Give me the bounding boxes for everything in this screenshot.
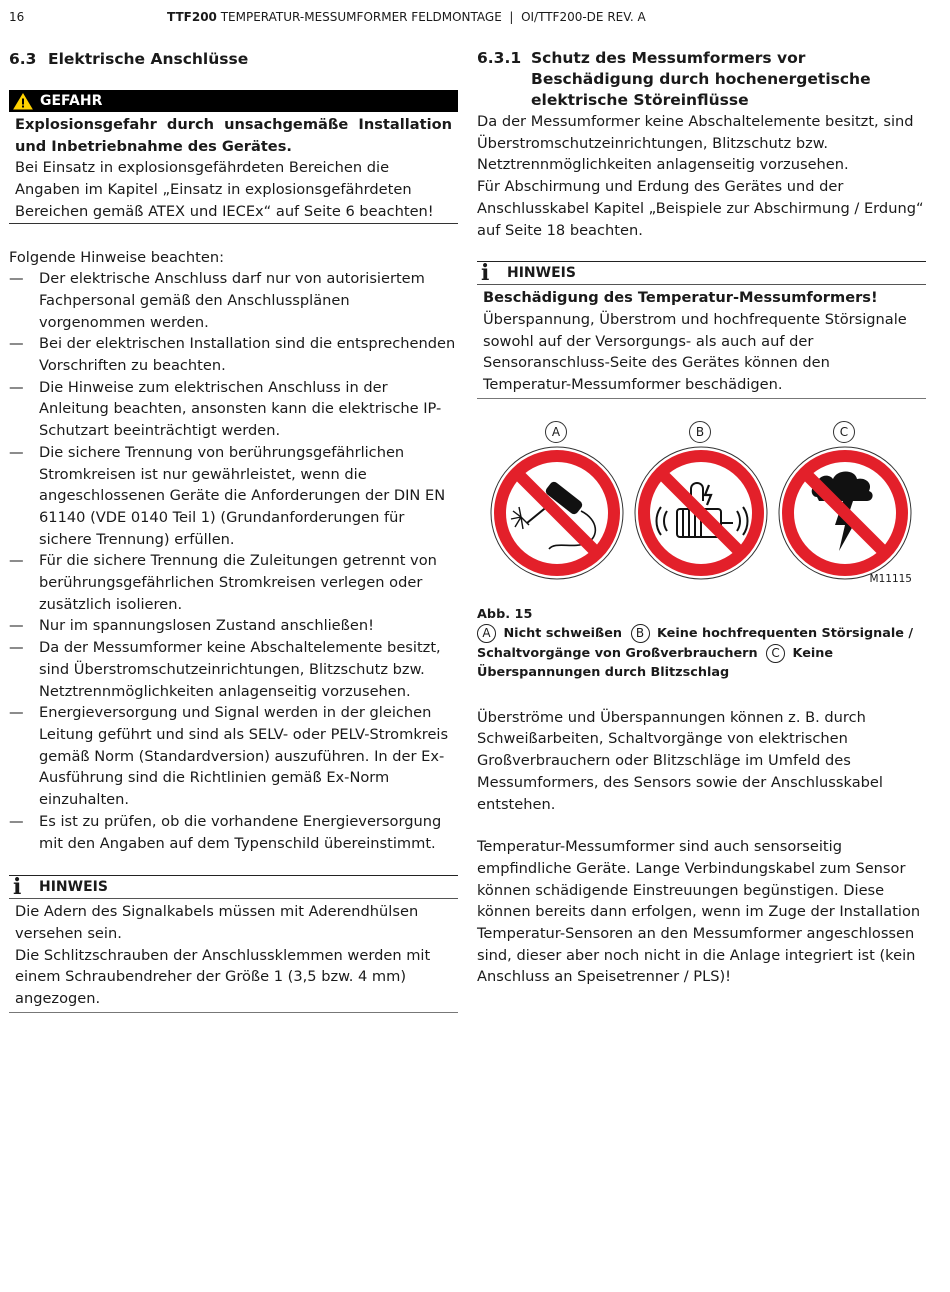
danger-bold-text: Explosionsgefahr durch unsachgemäße Installation und Inbetriebnahme des Gerätes. <box>15 116 452 155</box>
note-text: Überspannung, Überstrom und hochfrequente Störsignale sowohl auf der Versorgungs- als auch auf der Sensoranschluss-Seite des Gerätes können den Temperatur-Messumformer beschädigen. <box>483 310 907 394</box>
no-welding-icon <box>487 445 627 581</box>
page-number: 16 <box>9 10 25 24</box>
danger-header <box>9 90 458 112</box>
section-heading <box>9 48 458 70</box>
list-item: — Die Hinweise zum elektrischen Anschluss in der Anleitung beachten, ansonsten kann die elektrische IP-Schutzart beeinträchtigt werden. <box>9 377 458 442</box>
prohibition-figure <box>477 421 926 601</box>
list-item: — Der elektrische Anschluss darf nur von autorisiertem Fachpersonal gemäß den Anschlussplänen vorgenommen werden. <box>9 268 458 333</box>
note-label: HINWEIS <box>39 879 108 896</box>
note-label: HINWEIS <box>507 265 576 282</box>
document-title-rest: TEMPERATUR-MESSUMFORMER FELDMONTAGE | OI/TTF200-DE REV. A <box>216 10 646 24</box>
figure-caption <box>477 605 926 683</box>
legend-marker-c: C <box>766 644 785 663</box>
list-item: — Energieversorgung und Signal werden in der gleichen Leitung geführt und sind als SELV- oder PELV-Stromkreis gemäß Norm (Standardversion) auszuführen. In der Ex-Ausführung sind die Richtlinien gemäß Ex-Norm einzuhalten. <box>9 702 458 811</box>
legend-marker-a: A <box>477 624 496 643</box>
section-title: Elektrische Anschlüsse <box>48 50 249 68</box>
danger-label: GEFAHR <box>40 93 103 109</box>
subsection-title: Schutz des Messumformers vor Beschädigung durch hochenergetische elektrische Störeinflüsse <box>531 49 871 109</box>
list-item: — Bei der elektrischen Installation sind die entsprechenden Vorschriften zu beachten. <box>9 333 458 376</box>
danger-box <box>9 90 458 224</box>
right-column <box>477 48 926 988</box>
list-item: — Nur im spannungslosen Zustand anschließen! <box>9 615 458 637</box>
note-header <box>9 875 458 899</box>
note-bold-text: Beschädigung des Temperatur-Messumformers! <box>483 289 878 307</box>
figure-label-b: B <box>689 421 711 443</box>
document-title <box>167 10 646 24</box>
subsection-number: 6.3.1 <box>477 49 522 67</box>
legend-marker-b: B <box>631 624 650 643</box>
list-item: — Für die sichere Trennung die Zuleitungen getrennt von berührungsgefährlichen Stromkreisen verlegen oder zusätzlich isolieren. <box>9 550 458 615</box>
no-interference-icon <box>631 445 771 581</box>
legend-text-b: Keine hochfrequenten Störsignale / Schaltvorgänge von Großverbrauchern <box>477 626 914 661</box>
info-icon: i <box>13 874 22 901</box>
legend-text-c: Keine Überspannungen durch Blitzschlag <box>477 645 834 681</box>
list-item: — Die sichere Trennung von berührungsgefährlichen Stromkreisen ist nur gewährleistet, wenn die angeschlossenen Geräte die Anforderungen der DIN EN 61140 (VDE 0140 Teil 1) (Grundanforderungen für sichere Trennung) erfüllen. <box>9 442 458 551</box>
paragraph: Für Abschirmung und Erdung des Gerätes und der Anschlusskabel Kapitel „Beispiele zur Abschirmung / Erdung“ auf Seite 18 beachten. <box>477 178 924 239</box>
left-column <box>9 48 458 1013</box>
note-body <box>9 899 458 1013</box>
figure-caption-title: Abb. 15 <box>477 606 533 622</box>
legend-text-a: Nicht schweißen <box>503 626 623 642</box>
figure-caption-legend <box>477 624 926 683</box>
figure-label-a: A <box>545 421 567 443</box>
note-text-2: Die Schlitzschrauben der Anschlussklemmen werden mit einem Schraubendreher der Größe 1 (3,5 bzw. 4 mm) angezogen. <box>15 946 431 1008</box>
paragraph: Überströme und Überspannungen können z. B. durch Schweißarbeiten, Schaltvorgänge von elektrischen Großverbrauchern oder Blitzschläge im Umfeld des Messumformers, des Sensors sowie der Anschlusskabel entstehen. <box>477 708 883 813</box>
document-title-bold: TTF200 <box>167 10 217 24</box>
list-item: — Da der Messumformer keine Abschaltelemente besitzt, sind Überstromschutzeinrichtungen, Blitzschutz bzw. Netztrennmöglichkeiten anlagenseitig vorzusehen. <box>9 637 458 702</box>
note-body <box>477 285 926 399</box>
section-number: 6.3 <box>9 50 37 68</box>
list-item: — Es ist zu prüfen, ob die vorhandene Energieversorgung mit den Angaben auf dem Typenschild übereinstimmt. <box>9 811 458 854</box>
instructions-intro: Folgende Hinweise beachten: <box>9 248 225 266</box>
instructions-list <box>9 268 458 854</box>
figure-code: M11115 <box>869 572 912 585</box>
figure-label-c: C <box>833 421 855 443</box>
note-box <box>477 261 926 399</box>
paragraph: Temperatur-Messumformer sind auch sensorseitig empfindliche Geräte. Lange Verbindungskabel zum Sensor können schädigende Einstreuungen begünstigen. Diese können bereits dann erfolgen, wenn im Zuge der Installation Temperatur-Sensoren an den Messumformer angeschlossen sind, dieser aber noch nicht in die Anlage integriert ist (kein Anschluss an Speisetrenner / PLS)! <box>477 838 921 986</box>
subsection-heading <box>477 48 926 111</box>
danger-text: Bei Einsatz in explosionsgefährdeten Bereichen die Angaben im Kapitel „Einsatz in explosionsgefährdeten Bereichen gemäß ATEX und IECEx“ auf Seite 6 beachten! <box>15 159 434 220</box>
warning-triangle-icon <box>13 93 33 110</box>
page-header <box>9 10 929 28</box>
paragraph: Da der Messumformer keine Abschaltelemente besitzt, sind Überstromschutzeinrichtungen, Blitzschutz bzw. Netztrennmöglichkeiten anlagenseitig vorzusehen. <box>477 113 914 174</box>
no-lightning-icon <box>775 445 915 581</box>
note-text-1: Die Adern des Signalkabels müssen mit Aderendhülsen versehen sein. <box>15 903 419 942</box>
note-box <box>9 875 458 1013</box>
danger-body <box>9 112 458 224</box>
info-icon: i <box>481 260 490 287</box>
note-header <box>477 261 926 285</box>
